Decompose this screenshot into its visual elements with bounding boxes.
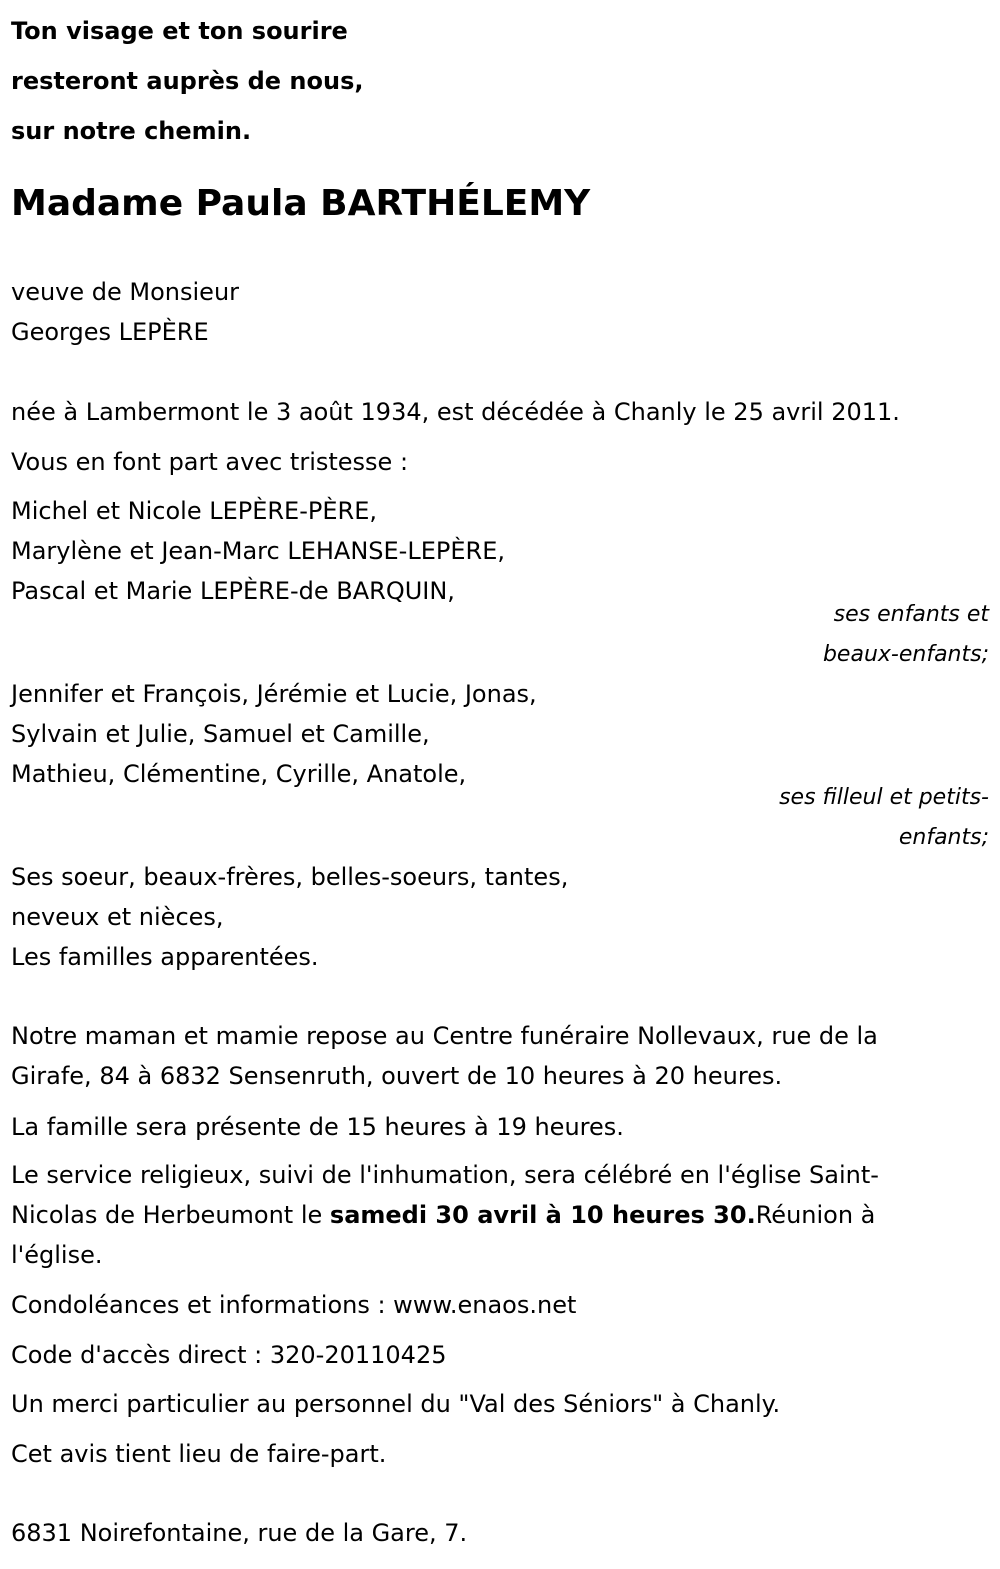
widow-line: Georges LEPÈRE: [11, 318, 209, 346]
list-item: Michel et Nicole LEPÈRE-PÈRE,: [11, 497, 377, 525]
widow-line: veuve de Monsieur: [11, 278, 240, 306]
list-item: neveux et nièces,: [11, 903, 224, 931]
children-list: [11, 491, 505, 611]
announcement-intro: Vous en font part avec tristesse :: [11, 448, 409, 476]
children-role: [823, 595, 989, 675]
motto-line: Ton visage et ton sourire: [11, 17, 348, 45]
family-address: 6831 Noirefontaine, rue de la Gare, 7.: [11, 1519, 468, 1547]
grandchildren-role: [779, 778, 989, 858]
text-line: Notre maman et mamie repose au Centre funéraire Nollevaux, rue de la: [11, 1022, 878, 1050]
notice-statement: Cet avis tient lieu de faire-part.: [11, 1440, 387, 1468]
list-item: Pascal et Marie LEPÈRE-de BARQUIN,: [11, 577, 455, 605]
condolences-info: Condoléances et informations : www.enaos.net: [11, 1291, 577, 1319]
role-line: ses filleul et petits-: [779, 785, 989, 810]
motto: [11, 6, 363, 156]
text-line: Le service religieux, suivi de l'inhumation, sera célébré en l'église Saint-: [11, 1161, 879, 1189]
list-item: Les familles apparentées.: [11, 943, 319, 971]
list-item: Sylvain et Julie, Samuel et Camille,: [11, 720, 430, 748]
list-item: Mathieu, Clémentine, Cyrille, Anatole,: [11, 760, 467, 788]
widow-of: [11, 272, 239, 352]
thanks-note: Un merci particulier au personnel du "Val des Séniors" à Chanly.: [11, 1390, 781, 1418]
grandchildren-list: [11, 674, 537, 794]
funeral-service: [11, 1155, 989, 1275]
motto-line: resteront auprès de nous,: [11, 67, 364, 95]
deceased-name: Madame Paula BARTHÉLEMY: [11, 183, 591, 224]
role-line: beaux-enfants;: [822, 642, 989, 667]
service-text: Réunion à: [755, 1201, 876, 1229]
rest-place: [11, 1016, 989, 1096]
birth-death-line: née à Lambermont le 3 août 1934, est décédée à Chanly le 25 avril 2011.: [11, 398, 900, 426]
motto-line: sur notre chemin.: [11, 117, 252, 145]
service-date: samedi 30 avril à 10 heures 30.: [329, 1201, 756, 1229]
text-line: Girafe, 84 à 6832 Sensenruth, ouvert de 10 heures à 20 heures.: [11, 1062, 783, 1090]
service-text: Nicolas de Herbeumont le: [11, 1201, 330, 1229]
relatives-list: [11, 857, 568, 977]
list-item: Jennifer et François, Jérémie et Lucie, Jonas,: [11, 680, 537, 708]
role-line: enfants;: [898, 825, 989, 850]
list-item: Ses soeur, beaux-frères, belles-soeurs, tantes,: [11, 863, 569, 891]
role-line: ses enfants et: [833, 602, 989, 627]
family-presence: La famille sera présente de 15 heures à 19 heures.: [11, 1113, 624, 1141]
text-line: l'église.: [11, 1241, 103, 1269]
access-code: Code d'accès direct : 320-20110425: [11, 1341, 447, 1369]
list-item: Marylène et Jean-Marc LEHANSE-LEPÈRE,: [11, 537, 505, 565]
text-line: [11, 1195, 989, 1235]
